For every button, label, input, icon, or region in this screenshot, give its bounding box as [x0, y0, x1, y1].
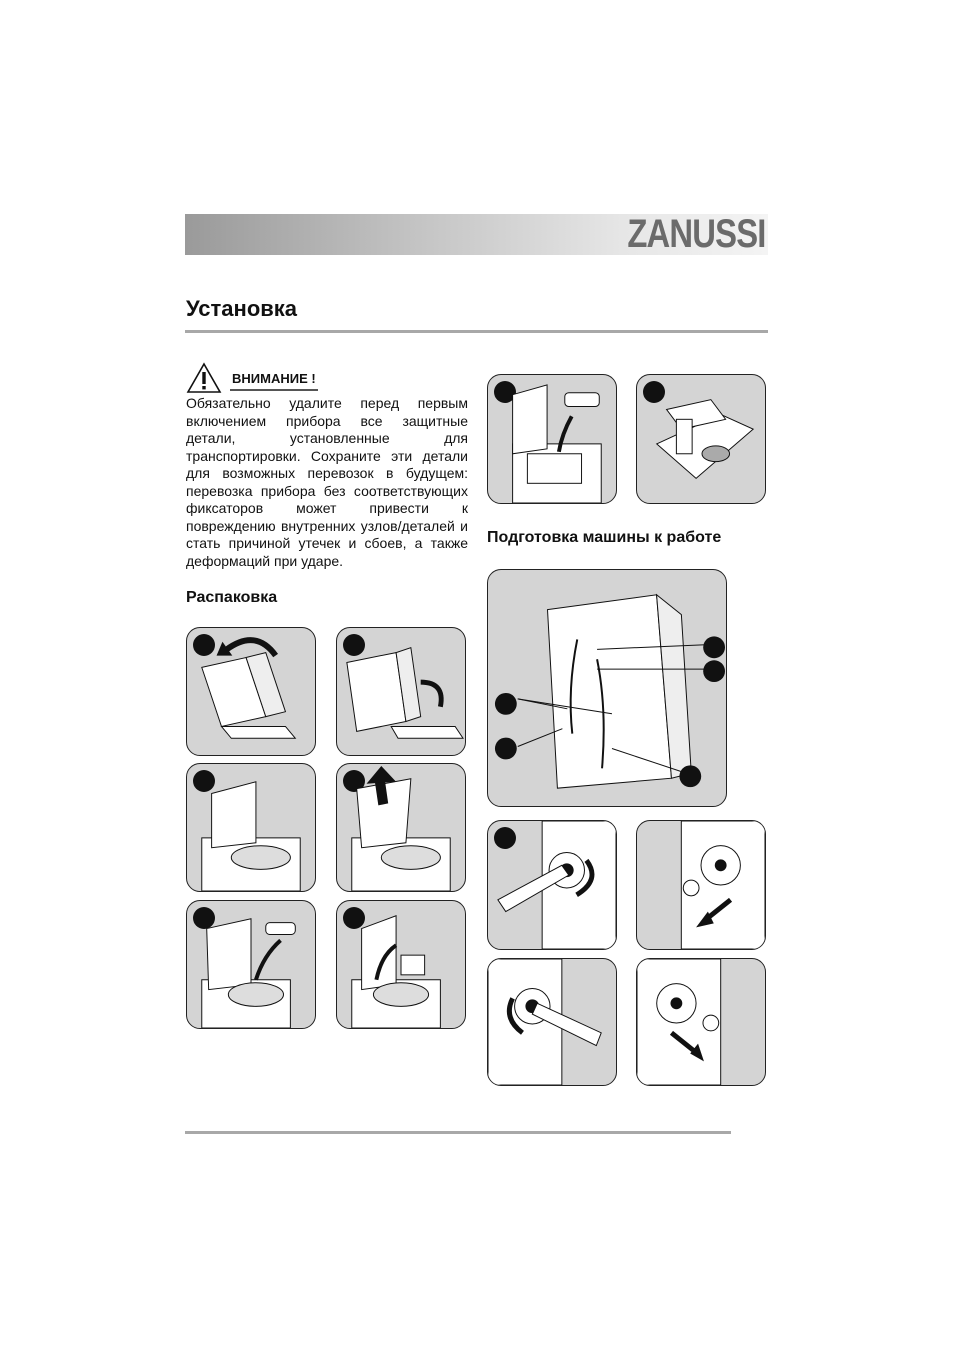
transport-lock-illustration [636, 374, 766, 504]
section-heading-unpacking: Распаковка [186, 589, 278, 606]
rear-panel-diagram [488, 570, 726, 806]
warning-heading: ВНИМАНИЕ ! [232, 371, 316, 386]
machine-rear-view-illustration [487, 569, 727, 807]
unpack-step-illustration [336, 900, 466, 1029]
unpack-step-illustration [336, 627, 466, 756]
spacer-pull-out-illustration [637, 821, 765, 949]
warning-icon [186, 362, 222, 394]
warning-underline [230, 389, 318, 391]
bottom-divider [185, 1131, 731, 1134]
packing-removal-illustration [337, 764, 465, 891]
lid-brace-removal-illustration [488, 375, 616, 503]
bolt-removal-illustration [487, 958, 617, 1086]
unpack-step-illustration [336, 763, 466, 892]
box-lift-illustration [187, 628, 315, 755]
wrench-loosen-illustration [488, 821, 616, 949]
unpack-step-illustration [186, 763, 316, 892]
spacer-pull-out-illustration [637, 959, 765, 1085]
brace-storage-illustration [637, 375, 765, 503]
warning-text: Обязательно удалите перед первым включением прибора все защитные детали, установленные для транспортировки. Сохраните эти детали для возможных перевозок в будущем: перевозка прибора без соответствующих фиксаторов может привести к повреждению внутренних узлов/деталей и стать причиной утечек и сбоев, а также деформаций при ударе. [186, 395, 468, 569]
lid-open-illustration [187, 764, 315, 891]
title-divider [185, 330, 768, 333]
header-band [185, 214, 768, 255]
page-title: Установка [186, 296, 298, 321]
bolt-removal-illustration [636, 820, 766, 950]
transport-lock-illustration [487, 374, 617, 504]
support-insert-illustration [337, 901, 465, 1028]
brand-logo: ZANUSSI [627, 212, 766, 256]
box-tilt-illustration [337, 628, 465, 755]
bolt-removal-illustration [636, 958, 766, 1086]
bolt-removal-illustration [487, 820, 617, 950]
wrench-loosen-illustration [488, 959, 616, 1085]
unpack-step-illustration [186, 900, 316, 1029]
section-heading-preparation: Подготовка машины к работе [487, 529, 722, 546]
unpack-step-illustration [186, 627, 316, 756]
drum-support-removal-illustration [187, 901, 315, 1028]
